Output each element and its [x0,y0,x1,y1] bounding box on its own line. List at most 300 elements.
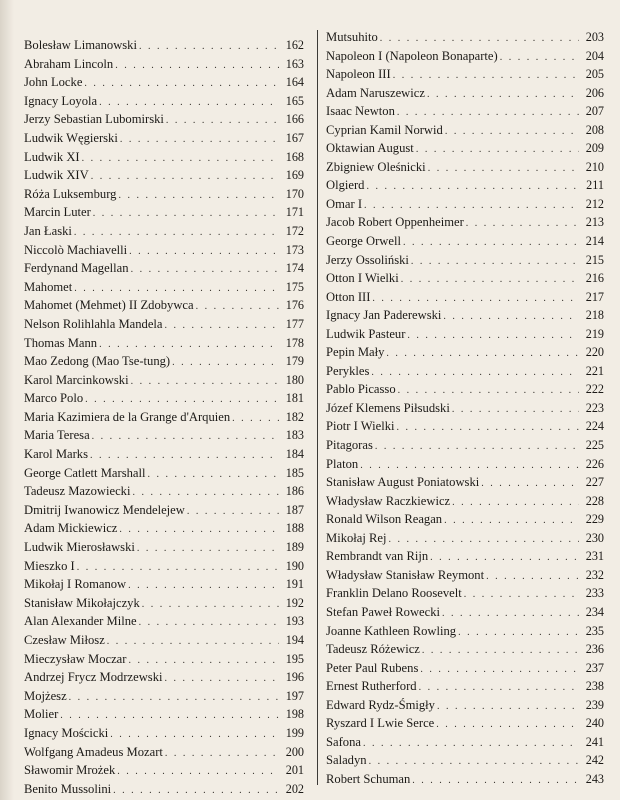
entry-name: Karol Marks [24,447,89,462]
entry-page-number: 207 [585,104,604,119]
entry-name: Ignacy Jan Paderewski [326,308,442,323]
entry-name: Stanisław August Poniatowski [326,475,480,490]
dot-leader [500,49,579,68]
index-entry [24,203,304,222]
entry-page-number: 199 [285,725,304,740]
entry-page-number: 226 [585,456,604,471]
entry-name: Edward Rydz-Śmigły [326,697,435,712]
entry-page-number: 205 [585,67,604,82]
dot-leader [363,735,579,754]
dot-leader [422,642,579,661]
entry-page-number: 239 [585,697,604,712]
dot-leader [366,178,579,197]
entry-page-number: 218 [585,308,604,323]
dot-leader [115,57,279,76]
index-entry [326,28,604,47]
page-gutter-shadow [0,0,14,800]
entry-name: Pitagoras [326,438,373,453]
entry-name: Ludwik XI [24,149,80,164]
index-entry [326,417,604,436]
entry-page-number: 162 [285,38,304,52]
index-entry [326,158,604,177]
dot-leader [196,298,279,317]
dot-leader [444,512,579,531]
index-column-right [326,28,604,788]
entry-name: Pepin Mały [326,345,385,360]
index-entry [326,343,604,362]
index-entry [24,668,304,687]
index-entry [24,445,304,464]
entry-name: Ernest Rutherford [326,679,417,694]
entry-page-number: 240 [585,716,604,731]
entry-page-number: 225 [585,438,604,453]
index-entry [24,166,304,185]
entry-page-number: 193 [285,614,304,629]
index-entry [326,269,604,288]
index-entry [24,482,304,501]
dot-leader [139,614,279,633]
entry-name: Rembrandt van Rijn [326,549,429,564]
index-entry [326,325,604,344]
index-entry [24,55,304,74]
entry-name: Maria Teresa [24,428,90,443]
entry-page-number: 165 [285,93,304,108]
dot-leader [128,577,279,596]
entry-page-number: 169 [285,168,304,183]
dot-leader [375,438,579,457]
dot-leader [420,661,579,680]
dot-leader [407,327,579,346]
entry-name: Ignacy Mościcki [24,725,109,740]
dot-leader [166,112,279,131]
entry-name: Mieczysław Moczar [24,651,127,666]
entry-name: Franklin Delano Roosevelt [326,586,462,601]
entry-page-number: 212 [585,196,604,211]
entry-name: Molier [24,707,59,722]
entry-page-number: 192 [285,595,304,610]
index-entry [24,426,304,445]
index-entry [24,92,304,111]
entry-name: Jacob Robert Oppenheimer [326,215,464,230]
entry-page-number: 203 [585,30,604,44]
index-entry [24,687,304,706]
entry-name: Joanne Kathleen Rowling [326,623,457,638]
index-entry [24,724,304,743]
entry-page-number: 227 [585,475,604,490]
index-entry [24,259,304,278]
dot-leader [119,521,279,540]
index-entry [326,751,604,770]
entry-name: Ludwik Węgierski [24,130,118,145]
entry-name: Mojżesz [24,688,67,703]
entry-page-number: 173 [285,242,304,257]
entry-page-number: 237 [585,660,604,675]
entry-name: Stefan Paweł Rowecki [326,604,441,619]
dot-leader [452,494,579,513]
entry-page-number: 210 [585,159,604,174]
index-entry [326,121,604,140]
entry-page-number: 187 [285,502,304,517]
entry-name: George Catlett Marshall [24,465,146,480]
index-entry [326,362,604,381]
entry-name: Władysław Stanisław Reymont [326,567,485,582]
index-entry [24,501,304,520]
entry-page-number: 219 [585,326,604,341]
entry-name: Bolesław Limanowski [24,38,137,52]
entry-page-number: 172 [285,223,304,238]
entry-page-number: 180 [285,372,304,387]
index-entry [326,232,604,251]
index-entry [24,129,304,148]
entry-name: Niccolò Machiavelli [24,242,128,257]
entry-page-number: 208 [585,122,604,137]
entry-name: Mao Zedong (Mao Tse-tung) [24,354,171,369]
dot-leader [113,782,279,800]
entry-name: Róża Luksemburg [24,186,117,201]
entry-name: Oktawian August [326,141,414,156]
entry-name: Otton I Wielki [326,271,399,286]
entry-page-number: 181 [285,391,304,406]
entry-page-number: 188 [285,521,304,536]
index-entry [24,278,304,297]
index-entry [326,195,604,214]
index-entry [24,705,304,724]
entry-name: Józef Klemens Piłsudski [326,400,450,415]
dot-leader [118,187,279,206]
entry-page-number: 234 [585,604,604,619]
entry-page-number: 176 [285,298,304,313]
entry-name: Nelson Rolihlahla Mandela [24,316,163,331]
entry-name: Jerzy Ossoliński [326,252,409,267]
entry-name: Karol Marcinkowski [24,372,129,387]
entry-page-number: 238 [585,679,604,694]
index-entry [326,566,604,585]
entry-name: Alan Alexander Milne [24,614,137,629]
entry-name: Omar I [326,196,363,211]
entry-name: Dmitrij Iwanowicz Mendelejew [24,502,185,517]
index-entry [24,352,304,371]
entry-page-number: 177 [285,316,304,331]
entry-name: Mahomet (Mehmet) II Zdobywca [24,298,194,313]
index-entry [326,733,604,752]
entry-page-number: 214 [585,234,604,249]
dot-leader [371,364,579,383]
dot-leader [187,503,279,522]
index-entry [24,538,304,557]
entry-page-number: 195 [285,651,304,666]
dot-leader [172,354,279,373]
index-entry [326,176,604,195]
dot-leader [107,633,279,652]
index-entry [24,185,304,204]
entry-page-number: 217 [585,289,604,304]
entry-name: John Locke [24,75,83,90]
index-entry [24,222,304,241]
entry-page-number: 229 [585,512,604,527]
entry-name: Zbigniew Oleśnicki [326,159,426,174]
entry-page-number: 171 [285,205,304,220]
entry-name: George Orwell [326,234,401,249]
entry-name: Napoleon I (Napoleon Bonaparte) [326,48,498,63]
index-entry [326,529,604,548]
index-entry [326,603,604,622]
entry-name: Ferdynand Magellan [24,261,129,276]
index-entry [326,306,604,325]
dot-leader [436,716,579,735]
entry-name: Mikołaj I Romanow [24,577,127,592]
index-entry [326,510,604,529]
entry-page-number: 200 [285,744,304,759]
entry-name: Abraham Lincoln [24,56,114,71]
entry-name: Otton III [326,289,371,304]
dot-leader [437,698,579,717]
dot-leader [481,475,579,494]
entry-name: Mieszko I [24,558,75,573]
entry-page-number: 215 [585,252,604,267]
index-entry [326,584,604,603]
entry-page-number: 198 [285,707,304,722]
index-entry [326,714,604,733]
entry-name: Ludwik Pasteur [326,326,406,341]
dot-leader [452,401,579,420]
index-column-left [24,36,304,798]
dot-leader [139,38,279,57]
dot-leader [232,410,279,429]
entry-page-number: 228 [585,493,604,508]
entry-name: Maria Kazimiera de la Grange d'Arquien [24,409,231,424]
index-entry [24,575,304,594]
index-entry [326,84,604,103]
entry-page-number: 178 [285,335,304,350]
dot-leader [142,596,279,615]
index-entry [24,36,304,55]
index-entry [326,288,604,307]
entry-name: Adam Naruszewicz [326,85,425,100]
entry-name: Ignacy Loyola [24,93,98,108]
entry-name: Ludwik Mierosławski [24,540,135,555]
entry-page-number: 168 [285,149,304,164]
entry-page-number: 220 [585,345,604,360]
entry-name: Adam Mickiewicz [24,521,118,536]
dot-leader [117,763,279,782]
entry-page-number: 182 [285,409,304,424]
index-entry [326,436,604,455]
index-entry [24,241,304,260]
entry-page-number: 185 [285,465,304,480]
index-entry [24,464,304,483]
entry-name: Olgierd [326,178,365,193]
index-entry [326,455,604,474]
entry-page-number: 231 [585,549,604,564]
dot-leader [445,123,579,142]
entry-page-number: 190 [285,558,304,573]
index-entry [326,622,604,641]
entry-page-number: 175 [285,279,304,294]
dot-leader [84,75,279,94]
index-entry [24,761,304,780]
dot-leader [92,428,279,447]
index-entry [326,65,604,84]
entry-page-number: 235 [585,623,604,638]
entry-page-number: 164 [285,75,304,90]
entry-name: Jerzy Sebastian Lubomirski [24,112,164,127]
dot-leader [397,419,579,438]
entry-page-number: 222 [585,382,604,397]
dot-leader [93,205,279,224]
entry-page-number: 179 [285,354,304,369]
index-entry [24,296,304,315]
dot-leader [412,772,579,791]
entry-page-number: 167 [285,130,304,145]
index-entry [24,650,304,669]
dot-leader [386,345,579,364]
index-entry [24,408,304,427]
entry-name: Jan Łaski [24,223,72,238]
dot-leader [91,168,279,187]
entry-name: Ludwik XIV [24,168,89,183]
dot-leader [466,215,579,234]
entry-page-number: 243 [585,771,604,786]
index-entry [326,492,604,511]
index-entry [326,547,604,566]
entry-name: Wolfgang Amadeus Mozart [24,744,163,759]
dot-leader [131,373,279,392]
entry-name: Tadeusz Mazowiecki [24,484,131,499]
entry-page-number: 223 [585,400,604,415]
dot-leader [419,679,579,698]
entry-name: Perykles [326,363,370,378]
dot-leader [458,624,579,643]
entry-name: Benito Mussolini [24,781,112,796]
index-entry [326,770,604,789]
index-entry [24,612,304,631]
index-entry [326,380,604,399]
entry-page-number: 230 [585,530,604,545]
index-entry [24,73,304,92]
dot-leader [442,605,579,624]
entry-page-number: 221 [585,363,604,378]
entry-name: Piotr I Wielki [326,419,395,434]
entry-name: Ryszard I Lwie Serce [326,716,435,731]
entry-page-number: 189 [285,540,304,555]
entry-name: Władysław Raczkiewicz [326,493,451,508]
index-entry [326,640,604,659]
entry-name: Marcin Luter [24,205,91,220]
dot-leader [416,141,579,160]
entry-name: Marco Polo [24,391,84,406]
entry-name: Napoleon III [326,67,391,82]
entry-page-number: 202 [285,781,304,796]
index-entry [24,315,304,334]
entry-name: Mutsuhito [326,30,378,44]
entry-name: Cyprian Kamil Norwid [326,122,443,137]
entry-name: Peter Paul Rubens [326,660,419,675]
index-entry [24,780,304,799]
entry-name: Mahomet [24,279,73,294]
dot-leader [401,271,579,290]
dot-leader [464,586,579,605]
entry-page-number: 184 [285,447,304,462]
entry-page-number: 209 [585,141,604,156]
entry-name: Pablo Picasso [326,382,396,397]
entry-page-number: 233 [585,586,604,601]
index-entry [326,399,604,418]
index-entry [24,557,304,576]
dot-leader [82,150,279,169]
entry-page-number: 206 [585,85,604,100]
entry-page-number: 213 [585,215,604,230]
index-entry [24,148,304,167]
entry-name: Ronald Wilson Reagan [326,512,443,527]
dot-leader [486,568,579,587]
dot-leader [131,261,279,280]
dot-leader [165,317,279,336]
dot-leader [403,234,579,253]
index-entry [326,473,604,492]
index-entry [326,251,604,270]
dot-leader [165,670,280,689]
dot-leader [147,466,279,485]
entry-page-number: 204 [585,48,604,63]
entry-name: Mikołaj Rej [326,530,387,545]
entry-page-number: 197 [285,688,304,703]
entry-page-number: 196 [285,670,304,685]
entry-page-number: 186 [285,484,304,499]
entry-name: Tadeusz Różewicz [326,642,420,657]
index-entry [24,371,304,390]
entry-page-number: 163 [285,56,304,71]
entry-name: Czesław Miłosz [24,633,105,647]
dot-leader [443,308,579,327]
index-entry [24,743,304,762]
index-entry [326,696,604,715]
index-entry [24,389,304,408]
entry-name: Sławomir Mrożek [24,763,116,778]
index-entry [326,659,604,678]
index-entry [24,110,304,129]
entry-name: Safona [326,734,361,749]
dot-leader [427,86,579,105]
index-entry [24,334,304,353]
dot-leader [428,160,579,179]
index-entry [326,102,604,121]
entry-page-number: 183 [285,428,304,443]
entry-page-number: 211 [586,178,604,193]
entry-name: Isaac Newton [326,104,395,119]
entry-page-number: 232 [585,567,604,582]
dot-leader [69,689,279,708]
entry-name: Andrzej Frycz Modrzewski [24,670,163,685]
entry-page-number: 166 [285,112,304,127]
entry-page-number: 236 [585,642,604,657]
dot-leader [165,745,279,764]
entry-page-number: 216 [585,271,604,286]
index-entry [326,47,604,66]
entry-page-number: 170 [285,186,304,201]
entry-name: Stanisław Mikołajczyk [24,595,140,610]
index-entry [326,677,604,696]
index-entry [326,213,604,232]
entry-page-number: 191 [285,577,304,592]
entry-page-number: 242 [585,753,604,768]
index-entry [24,594,304,613]
dot-leader [129,243,279,262]
index-entry [24,519,304,538]
column-divider [317,30,318,785]
dot-leader [137,540,279,559]
entry-name: Robert Schuman [326,771,411,786]
entry-name: Thomas Mann [24,335,98,350]
